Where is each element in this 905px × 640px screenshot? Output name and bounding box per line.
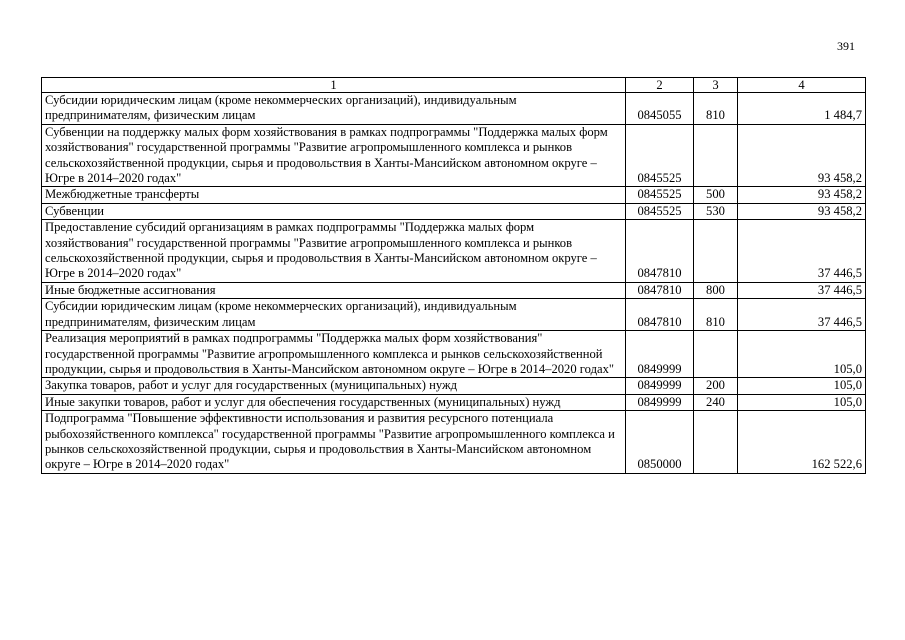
row-name-cell: Субвенции (42, 203, 626, 219)
table-row (42, 299, 866, 331)
row-name-cell: Субвенции на поддержку малых форм хозяйствования в рамках подпрограммы "Поддержка малых форм хозяйствования" государственной программы "Развитие агропромышленного комплекса и рынков сельскохозяйственной продукции, сырья и продовольствия в Ханты-Мансийском автономном округе – Югре в 2014–2020 годах" (42, 124, 626, 187)
row-sum-cell: 105,0 (738, 378, 866, 394)
table-row (42, 378, 866, 394)
row-code-cell: 0845055 (626, 93, 694, 125)
row-code-cell: 0850000 (626, 411, 694, 474)
row-name-cell: Закупка товаров, работ и услуг для государственных (муниципальных) нужд (42, 378, 626, 394)
header-col-4: 4 (738, 78, 866, 93)
table-header-row (42, 78, 866, 93)
row-type-cell: 500 (694, 187, 738, 203)
row-sum-cell: 93 458,2 (738, 203, 866, 219)
header-col-3: 3 (694, 78, 738, 93)
row-type-cell: 200 (694, 378, 738, 394)
table-row (42, 124, 866, 187)
row-name-cell: Реализация мероприятий в рамках подпрограммы "Поддержка малых форм хозяйствования" государственной программы "Развитие агропромышленного комплекса и рынков сельскохозяйственной продукции, сырья и продовольствия в Ханты-Мансийском автономном округе – Югре в 2014–2020 годах" (42, 331, 626, 378)
row-type-cell (694, 124, 738, 187)
budget-table (41, 77, 866, 474)
table-row (42, 394, 866, 410)
row-type-cell (694, 411, 738, 474)
row-name-cell: Подпрограмма "Повышение эффективности использования и развития ресурсного потенциала рыбохозяйственного комплекса" государственной программы "Развитие агропромышленного комплекса и рынков сельскохозяйственной продукции, сырья и продовольствия в Ханты-Мансийском автономном округе – Югре в 2014–2020 годах" (42, 411, 626, 474)
row-name-cell: Межбюджетные трансферты (42, 187, 626, 203)
header-col-2: 2 (626, 78, 694, 93)
table-row (42, 93, 866, 125)
table-row (42, 203, 866, 219)
row-sum-cell: 105,0 (738, 394, 866, 410)
row-code-cell: 0847810 (626, 220, 694, 283)
row-sum-cell: 37 446,5 (738, 282, 866, 298)
row-sum-cell: 37 446,5 (738, 299, 866, 331)
row-sum-cell: 93 458,2 (738, 124, 866, 187)
table-row (42, 282, 866, 298)
row-type-cell (694, 220, 738, 283)
row-name-cell: Субсидии юридическим лицам (кроме некоммерческих организаций), индивидуальным предпринимателям, физическим лицам (42, 299, 626, 331)
table-row (42, 220, 866, 283)
row-code-cell: 0845525 (626, 124, 694, 187)
table-row (42, 411, 866, 474)
table-row (42, 331, 866, 378)
row-sum-cell: 1 484,7 (738, 93, 866, 125)
row-name-cell: Предоставление субсидий организациям в рамках подпрограммы "Поддержка малых форм хозяйствования" государственной программы "Развитие агропромышленного комплекса и рынков сельскохозяйственной продукции, сырья и продовольствия в Ханты-Мансийском автономном округе – Югре в 2014–2020 годах" (42, 220, 626, 283)
row-type-cell: 800 (694, 282, 738, 298)
row-code-cell: 0845525 (626, 203, 694, 219)
row-type-cell: 810 (694, 299, 738, 331)
row-code-cell: 0847810 (626, 299, 694, 331)
table-row (42, 187, 866, 203)
row-code-cell: 0849999 (626, 394, 694, 410)
page-number: 391 (837, 39, 855, 53)
row-code-cell: 0845525 (626, 187, 694, 203)
row-sum-cell: 105,0 (738, 331, 866, 378)
row-code-cell: 0849999 (626, 378, 694, 394)
row-sum-cell: 37 446,5 (738, 220, 866, 283)
row-code-cell: 0849999 (626, 331, 694, 378)
row-type-cell: 530 (694, 203, 738, 219)
row-code-cell: 0847810 (626, 282, 694, 298)
row-sum-cell: 162 522,6 (738, 411, 866, 474)
row-name-cell: Иные закупки товаров, работ и услуг для обеспечения государственных (муниципальных) нужд (42, 394, 626, 410)
row-type-cell (694, 331, 738, 378)
row-sum-cell: 93 458,2 (738, 187, 866, 203)
row-type-cell: 810 (694, 93, 738, 125)
row-type-cell: 240 (694, 394, 738, 410)
header-col-1: 1 (42, 78, 626, 93)
row-name-cell: Иные бюджетные ассигнования (42, 282, 626, 298)
row-name-cell: Субсидии юридическим лицам (кроме некоммерческих организаций), индивидуальным предпринимателям, физическим лицам (42, 93, 626, 125)
